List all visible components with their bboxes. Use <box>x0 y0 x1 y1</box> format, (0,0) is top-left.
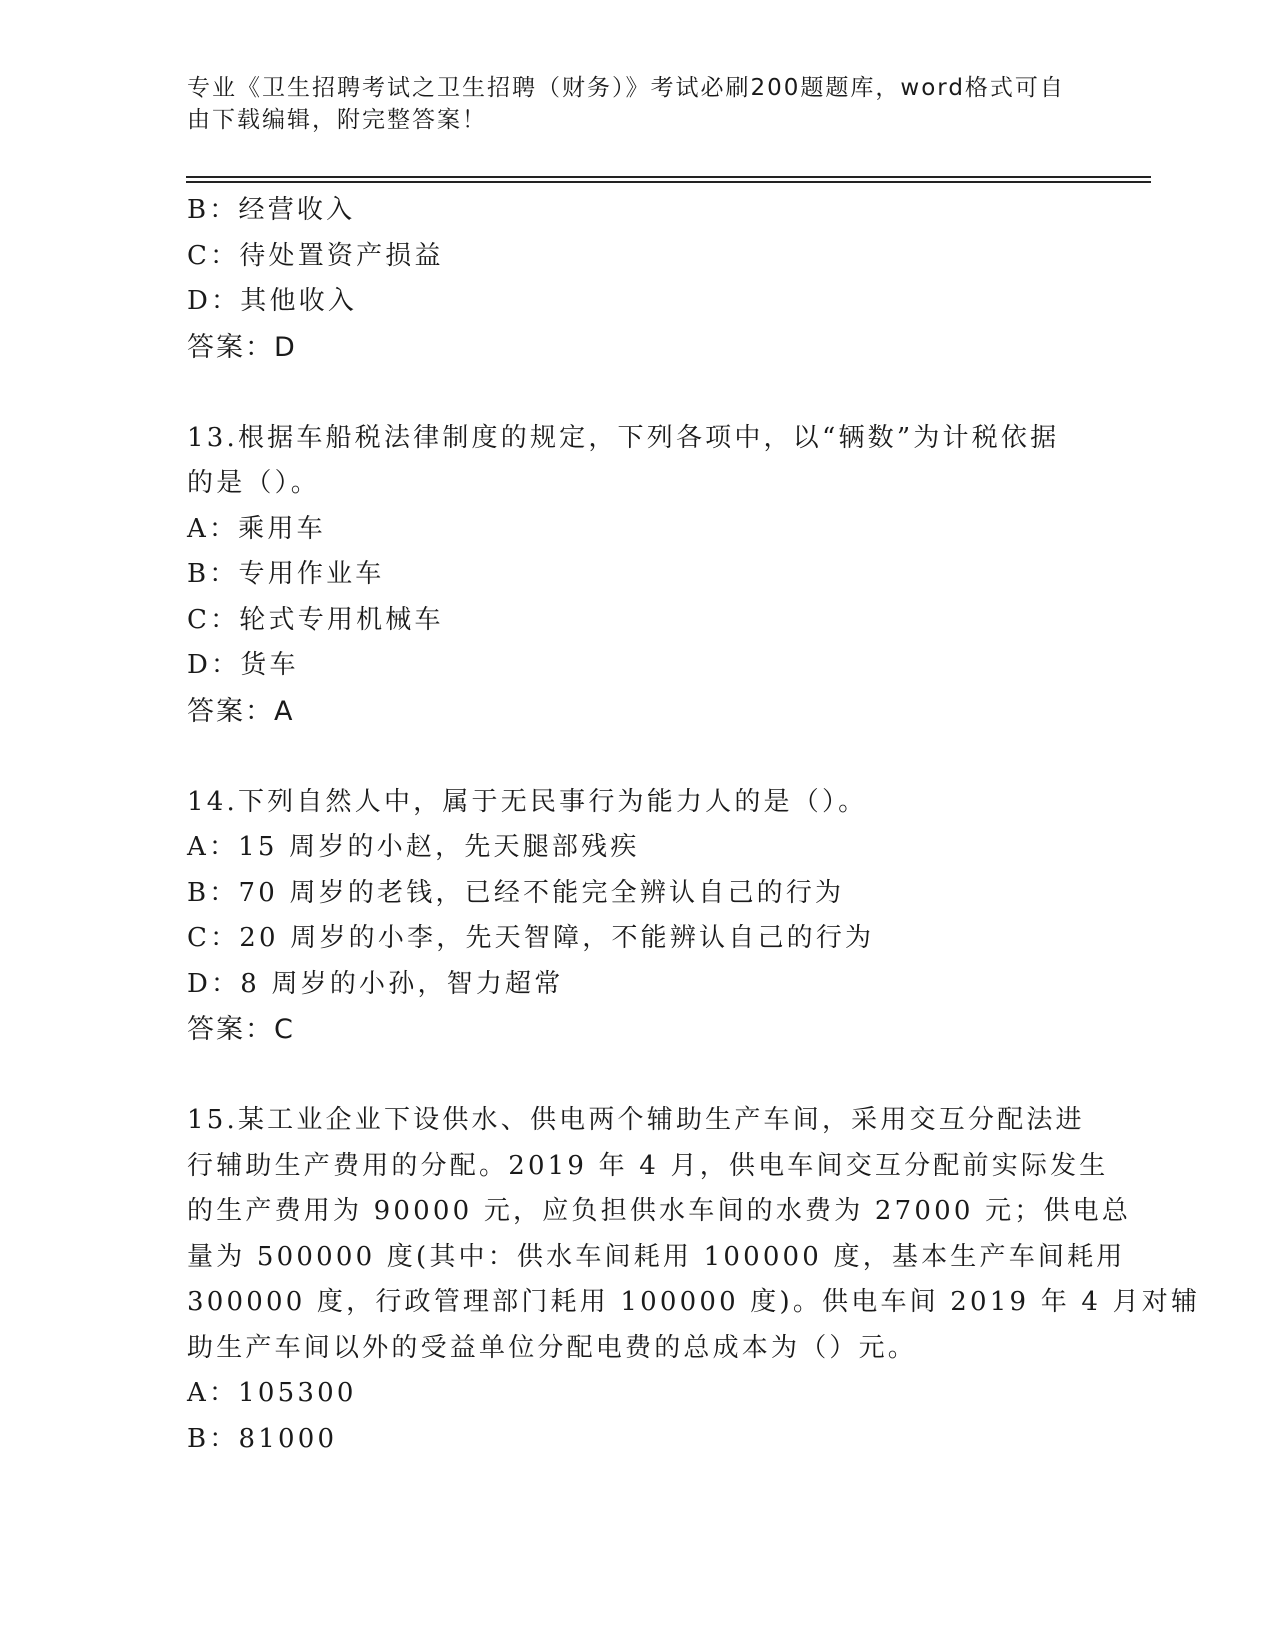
question-list <box>187 188 1201 1462</box>
option-b: B：经营收入 <box>187 195 356 225</box>
question-stem: 的是（）。 <box>187 468 321 498</box>
question-stem: 300000 度，行政管理部门耗用 100000 度)。供电车间 2019 年 4 月对辅 <box>187 1287 1201 1317</box>
question-stem: 助生产车间以外的受益单位分配电费的总成本为（）元。 <box>187 1332 918 1363</box>
option-b: B：专用作业车 <box>187 559 385 589</box>
option-d: D：8 周岁的小孙，智力超常 <box>187 968 564 999</box>
answer: 答案：C <box>187 1014 295 1045</box>
question-14 <box>187 780 1087 1053</box>
document-header <box>187 72 1067 136</box>
question-stem: 13.根据车船税法律制度的规定，下列各项中，以“辆数”为计税依据 <box>187 422 1060 453</box>
question-15 <box>187 1098 1201 1462</box>
question-stem: 14.下列自然人中，属于无民事行为能力人的是（）。 <box>187 786 868 817</box>
question-stem: 的生产费用为 90000 元，应负担供水车间的水费为 27000 元；供电总 <box>187 1196 1132 1226</box>
option-c: C：轮式专用机械车 <box>187 604 444 635</box>
option-b: B：81000 <box>187 1423 338 1454</box>
option-a: A：乘用车 <box>187 513 326 544</box>
answer: 答案：A <box>187 695 295 727</box>
option-b: B：70 周岁的老钱，已经不能完全辨认自己的行为 <box>187 877 845 908</box>
header-divider-bottom <box>186 181 1151 183</box>
option-a: A：105300 <box>187 1378 357 1408</box>
question-stem: 行辅助生产费用的分配。2019 年 4 月，供电车间交互分配前实际发生 <box>187 1150 1109 1181</box>
header-divider-top <box>186 176 1151 178</box>
question-12-tail <box>187 188 1087 370</box>
answer: 答案：D <box>187 331 297 363</box>
question-13 <box>187 416 1087 735</box>
option-d: D：其他收入 <box>187 286 358 316</box>
option-a: A：15 周岁的小赵，先天腿部残疾 <box>187 832 640 862</box>
question-stem: 15.某工业企业下设供水、供电两个辅助生产车间，采用交互分配法进 <box>187 1105 1085 1135</box>
option-c: C：待处置资产损益 <box>187 240 444 271</box>
question-stem: 量为 500000 度(其中：供水车间耗用 100000 度，基本生产车间耗用 <box>187 1241 1126 1272</box>
option-d: D：货车 <box>187 650 299 680</box>
header-text: 专业《卫生招聘考试之卫生招聘（财务）》考试必刷200题题库，word格式可自由下载编辑，附完整答案！ <box>187 75 1065 133</box>
option-c: C：20 周岁的小李，先天智障，不能辨认自己的行为 <box>187 923 875 953</box>
